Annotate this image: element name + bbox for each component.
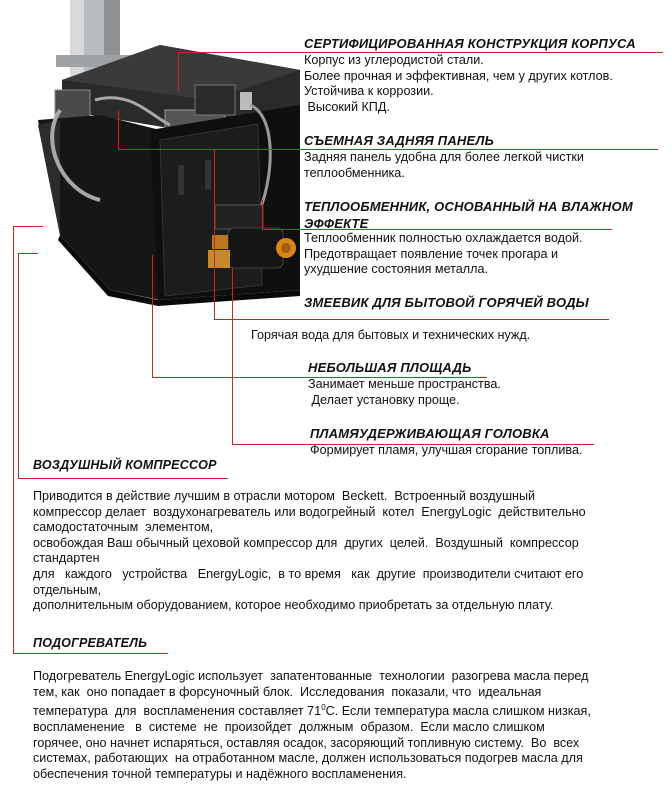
section-heading-air-compressor: ВОЗДУШНЫЙ КОМПРЕССОР [33, 458, 217, 472]
boiler-image [0, 0, 300, 330]
feature-heading-flame-head: ПЛАМЯУДЕРЖИВАЮЩАЯ ГОЛОВКА [310, 426, 550, 441]
feature-text-body-construction: Корпус из углеродистой стали. Более прочная и эффективная, чем у других котлов. Устойчива к коррозии. Высокий КПД. [304, 53, 613, 114]
temperature-degree-sup: 0 [321, 703, 326, 713]
section-text-heater: Подогреватель EnergyLogic использует запатентованные технологии разогрева масла перед тем, как оно попадает в форсуночный блок. Исследования показали, что идеальная температура для воспламенения составляет $71^0С$. Если температура масла слишком низкая, воспламенение в системе не произойдет должным образом. Если масло слишком горячее, оно начнет испаряться, оставляя осадок, засоряющий топливную систему. Во всех системах, работающих на отработанном масле, должен использоваться подогрев масла для обеспечения точной температуры и надёжного воспламенения. [33, 669, 591, 781]
section-text-air-compressor: Приводится в действие лучшим в отрасли мотором Beckett. Встроенный воздушный компрессор делает воздухонагреватель или водогрейный котел EnergyLogic действительно самодостаточным элементом, освобождая Ваш обычный цеховой компрессор для других целей. Воздушный компрессор стандартен для каждого устройства EnergyLogic, в то время как другие производители считают его отдельным, дополнительным оборудованием, которое необходимо приобретать за отдельную плату. [33, 489, 586, 613]
feature-text-heat-exchanger: Теплообменник полностью охлаждается водой. Предотвращает появление точек прогара и ухудшение состояния металла. [304, 231, 583, 276]
feature-text-flame-head: Формирует пламя, улучшая сгорание топлива. [310, 443, 583, 457]
feature-text-hot-water-coil: Горячая вода для бытовых и технических нужд. [251, 328, 531, 342]
feature-text-rear-panel: Задняя панель удобна для более легкой чистки теплообменника. [304, 150, 584, 180]
feature-heading-body-construction: СЕРТИФИЦИРОВАННАЯ КОНСТРУКЦИЯ КОРПУСА [304, 36, 636, 51]
feature-text-small-footprint: Занимает меньше пространства. Делает установку проще. [308, 377, 501, 407]
feature-heading-small-footprint: НЕБОЛЬШАЯ ПЛОЩАДЬ [308, 360, 472, 375]
feature-heading-heat-exchanger: ТЕПЛООБМЕННИК, ОСНОВАННЫЙ НА ВЛАЖНОМ ЭФФЕКТЕ [304, 199, 633, 231]
feature-heading-rear-panel: СЪЕМНАЯ ЗАДНЯЯ ПАНЕЛЬ [304, 133, 495, 148]
feature-heading-hot-water-coil: ЗМЕЕВИК ДЛЯ БЫТОВОЙ ГОРЯЧЕЙ ВОДЫ [304, 295, 589, 310]
section-heading-heater: ПОДОГРЕВАТЕЛЬ [33, 636, 148, 650]
